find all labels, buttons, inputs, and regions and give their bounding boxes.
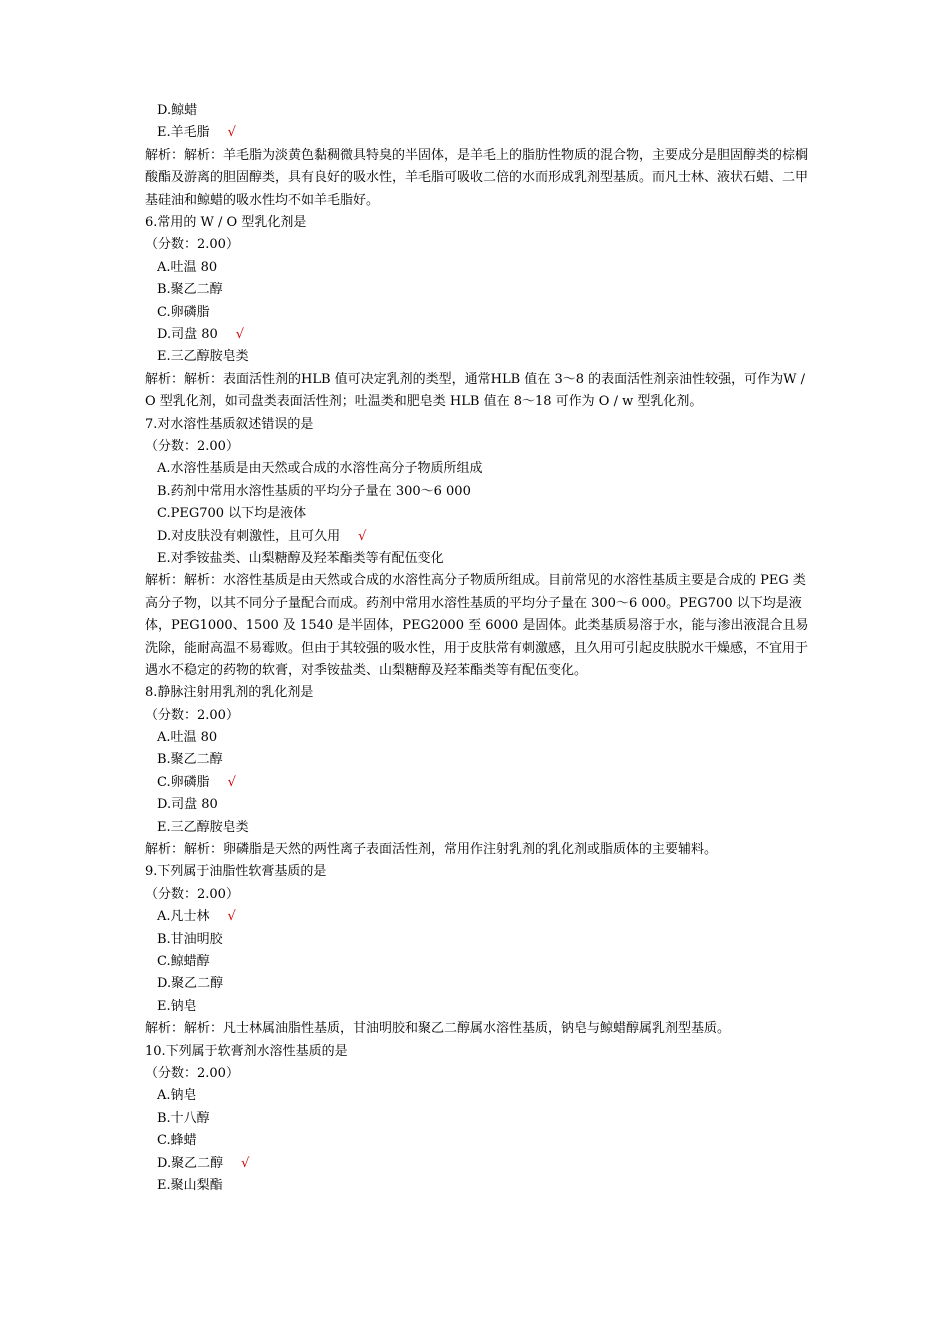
option-item [145,279,810,301]
option-label: D.司盘 80 [157,326,218,342]
option-label: D.聚乙二醇 [157,1155,224,1171]
option-item [145,458,810,480]
correct-check-icon: √ [227,125,236,141]
exam-document [145,100,810,1197]
option-item [145,324,810,346]
analysis-text: 解析：解析：凡士林属油脂性基质，甘油明胶和聚乙二醇属水溶性基质，钠皂与鲸蜡醇属乳剂型基质。 [145,1021,731,1037]
correct-check-icon: √ [241,1155,250,1171]
question-score: （分数：2.00） [145,886,239,902]
option-item [145,727,810,749]
question-block [145,212,810,414]
option-item [145,122,810,144]
option-label: C.卵磷脂 [157,774,210,790]
option-item [145,1153,810,1175]
option-item [145,1175,810,1197]
question-score: （分数：2.00） [145,1065,239,1081]
analysis-text: 解析：解析：水溶性基质是由天然或合成的水溶性高分子物质所组成。目前常见的水溶性基质主要是合成的 PEG 类高分子物，以其不同分子量配合而成。药剂中常用水溶性基质的平均分子量在 300～6 000。PEG700 以下均是液体，PEG1000、1500 及 1540 是半固体，PEG2000 至 6000 是固体。此类基质易溶于水，能与渗出液混合且易洗除，能耐高温不易霉败。但由于其较强的吸水性，用于皮肤常有刺激感，且久用可引起皮肤脱水干燥感，不宜用于遇水不稳定的药物的软膏，对季铵盐类、山梨糖醇及羟苯酯类等有配伍变化。 [145,573,809,678]
option-label: D.鲸蜡 [157,103,198,118]
question-score: （分数：2.00） [145,707,239,723]
option-item [145,1130,810,1152]
option-item [145,906,810,928]
option-label: D.聚乙二醇 [157,976,224,992]
option-item [145,951,810,973]
correct-check-icon: √ [358,528,367,544]
option-label: A.吐温 80 [157,259,218,275]
option-item [145,1108,810,1130]
question-title: 9.下列属于油脂性软膏基质的是 [145,864,327,880]
correct-check-icon: √ [235,326,245,342]
option-label: A.钠皂 [157,1088,197,1104]
question-score: （分数：2.00） [145,237,239,253]
question-title: 10.下列属于软膏剂水溶性基质的是 [145,1043,348,1059]
option-label: C.鲸蜡醇 [157,954,210,970]
option-item [145,794,810,816]
option-item [145,973,810,995]
option-item [145,1085,810,1107]
option-item [145,772,810,794]
question-score: （分数：2.00） [145,438,239,454]
option-item [145,257,810,279]
option-label: E.三乙醇胺皂类 [157,819,249,835]
option-label: B.聚乙二醇 [157,282,223,298]
option-label: C.蜂蜡 [157,1133,197,1149]
option-item [145,503,810,525]
option-item [145,749,810,771]
option-label: B.药剂中常用水溶性基质的平均分子量在 300～6 000 [157,483,471,499]
option-label: A.吐温 80 [157,730,218,746]
option-label: B.聚乙二醇 [157,752,223,768]
option-item [145,100,810,122]
question-block [145,682,810,861]
analysis-text: 解析：解析：羊毛脂为淡黄色黏稠微具特臭的半固体，是羊毛上的脂肪性物质的混合物，主要成分是胆固醇类的棕榈酸酯及游离的胆固醇类，具有良好的吸水性，羊毛脂可吸收二倍的水而形成乳剂型基质。而凡士林、液状石蜡、二甲基硅油和鲸蜡的吸水性均不如羊毛脂好。 [145,147,809,208]
option-label: D.司盘 80 [157,797,218,813]
option-item [145,548,810,570]
option-item [145,817,810,839]
option-label: E.聚山梨酯 [157,1177,223,1193]
question-block [145,414,810,683]
question-list [145,212,810,1197]
option-label: B.甘油明胶 [157,931,223,947]
question-5-continuation [145,100,810,212]
option-label: E.羊毛脂 [157,125,210,141]
option-item [145,929,810,951]
correct-check-icon: √ [227,909,236,925]
option-label: E.三乙醇胺皂类 [157,349,249,365]
option-item [145,481,810,503]
question-block [145,861,810,1040]
option-label: B.十八醇 [157,1110,210,1126]
option-item [145,302,810,324]
question-title: 6.常用的 W / O 型乳化剂是 [145,215,307,230]
option-item [145,346,810,368]
option-item [145,996,810,1018]
question-block [145,1041,810,1198]
option-item [145,526,810,548]
option-label: C.PEG700 以下均是液体 [157,506,307,522]
question-title: 7.对水溶性基质叙述错误的是 [145,416,314,432]
analysis-text: 解析：解析：卵磷脂是天然的两性离子表面活性剂，常用作注射乳剂的乳化剂或脂质体的主要辅料。 [145,842,718,858]
option-label: A.凡士林 [157,909,210,925]
option-label: E.对季铵盐类、山梨糖醇及羟苯酯类等有配伍变化 [157,550,444,566]
option-label: D.对皮肤没有刺激性，且可久用 [157,528,341,544]
option-label: E.钠皂 [157,998,197,1014]
option-label: A.水溶性基质是由天然或合成的水溶性高分子物质所组成 [157,461,483,477]
analysis-text: 解析：解析：表面活性剂的HLB 值可决定乳剂的类型，通常HLB 值在 3～8 的表面活性剂亲油性较强，可作为W / O 型乳化剂，如司盘类表面活性剂；吐温类和肥皂类 HLB 值在 8～18 可作为 O / w 型乳化剂。 [145,371,805,410]
question-title: 8.静脉注射用乳剂的乳化剂是 [145,685,314,701]
correct-check-icon: √ [227,774,236,790]
option-label: C.卵磷脂 [157,304,210,320]
